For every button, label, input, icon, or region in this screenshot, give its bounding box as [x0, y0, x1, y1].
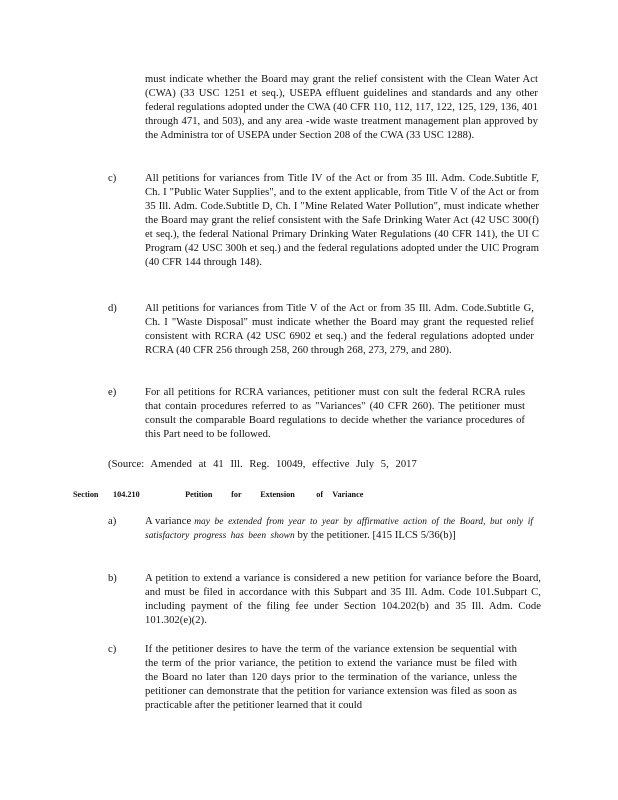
item-a-tail: by the petitioner. [415 ILCS 5/36(b)]	[297, 530, 456, 541]
item-text-e: For all petitions for RCRA variances, petitioner must con sult the federal RCRA rules that contain procedures referred to as "Variances" (40 CFR 260). The petitioner must consult the comparable Board regulations to decide whether the variance procedures of this Part need to be followed.	[145, 387, 525, 440]
intro-paragraph: must indicate whether the Board may grant the relief consistent with the Clean Water Act (CWA) (33 USC 1251 et seq.), USEPA effluent guidelines and standards and any other federal regulations adopted under the CWA (40 CFR 110, 112, 117, 122, 125, 129, 136, 401 through 471, and 503), and any area -wide waste treatment management plan approved by the Administra tor of USEPA under Section 208 of the CWA (33 USC 1288).	[145, 74, 538, 141]
section-word: Section	[73, 490, 99, 499]
item-label-d: d)	[108, 303, 117, 314]
item-label-a: a)	[108, 516, 117, 527]
statutory-quote: may be extended from year to year by affirmative action of the Board, but only if satisfactory progress has been shown	[145, 517, 534, 541]
item-label-c: c)	[108, 173, 117, 184]
item-label-e: e)	[108, 387, 117, 398]
section-title-word: Variance	[332, 490, 364, 499]
item-text-c2: If the petitioner desires to have the term of the variance extension be sequential with the term of the prior variance, the petition to extend the variance must be filed with the Board no later than 120 days prior to the termination of the variance, unless the petitioner can demonstrate that the petition for variance extension was filed as soon as practicable after the petitioner learned that it could	[145, 644, 517, 711]
item-label-b: b)	[108, 573, 117, 584]
section-title-word: for	[231, 490, 242, 499]
item-label-c2: c)	[108, 644, 117, 655]
section-title-word: of	[316, 490, 324, 499]
item-text-c: All petitions for variances from Title IV of the Act or from 35 Ill. Adm. Code.Subtitle F, Ch. I "Public Water Supplies", and to the extent applicable, from Title V of the Act or from 35 Ill. Adm. Code.Subtitle D, Ch. I "Mine Related Water Pollution", must indicate whether the Board may grant the relief consistent with the Safe Drinking Water Act (42 USC 300(f) et seq.), the federal National Primary Drinking Water Regulations (40 CFR 141), the UI C Program (42 USC 300h et seq.) and the federal regulations adopted under the UIC Program (40 CFR 144 through 148).	[145, 173, 539, 268]
section-heading	[73, 489, 363, 501]
item-text-b: A petition to extend a variance is considered a new petition for variance before the Board, and must be filed in accordance with this Subpart and 35 Ill. Adm. Code 101.Subpart C, including payment of the filing fee under Section 104.202(b) and 35 Ill. Adm. Code 101.302(e)(2).	[145, 573, 541, 626]
item-a-lead: A variance	[145, 516, 192, 527]
section-title-word: Petition	[185, 490, 213, 499]
item-text-d: All petitions for variances from Title V of the Act or from 35 Ill. Adm. Code.Subtitle G, Ch. I "Waste Disposal" must indicate whether the Board may grant the requested relief consistent with RCRA (42 USC 6902 et seq.) and the federal regulations adopted under RCRA (40 CFR 256 through 258, 260 through 268, 273, 279, and 280).	[145, 303, 534, 356]
section-title-word: Extension	[260, 490, 295, 499]
section-number: 104.210	[113, 490, 140, 499]
item-text-a	[145, 515, 533, 543]
source-note: (Source: Amended at 41 Ill. Reg. 10049, effective July 5, 2017	[108, 459, 417, 470]
